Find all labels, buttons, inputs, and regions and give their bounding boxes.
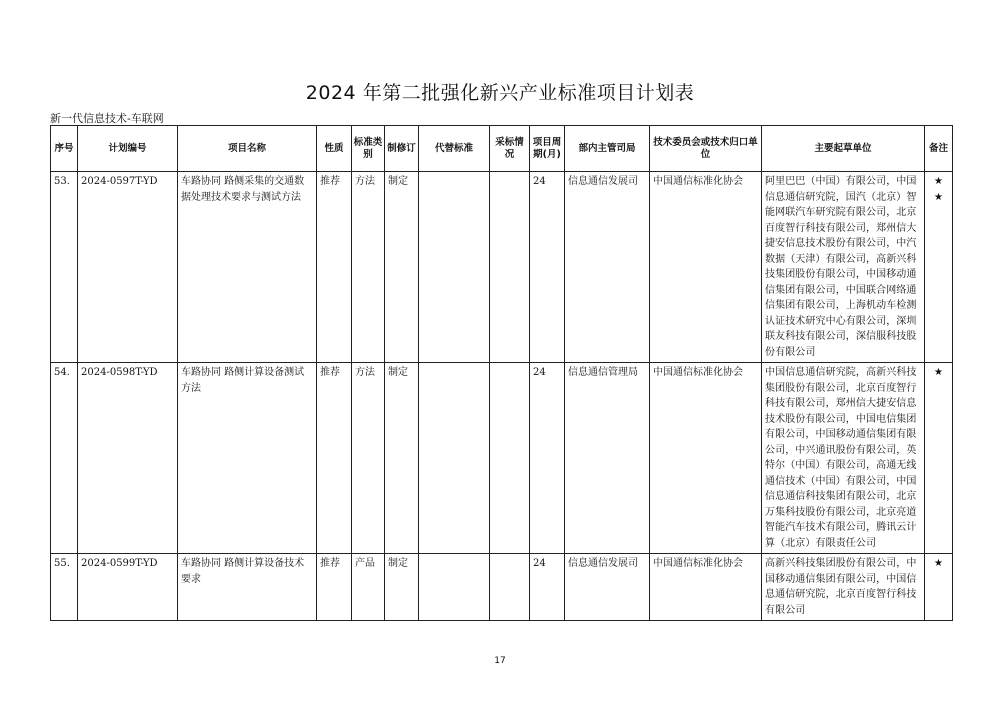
header-nature: 性质 bbox=[317, 126, 352, 172]
cell-committee: 中国通信标准化协会 bbox=[650, 554, 762, 621]
cell-nature: 推荐 bbox=[317, 363, 352, 554]
page-title: 2024 年第二批强化新兴产业标准项目计划表 bbox=[305, 82, 695, 104]
cell-replace bbox=[419, 554, 490, 621]
header-period: 项目周期(月) bbox=[530, 126, 565, 172]
header-seq: 序号 bbox=[51, 126, 78, 172]
header-dept: 部内主管司局 bbox=[565, 126, 650, 172]
cell-period: 24 bbox=[530, 554, 565, 621]
cell-nature: 推荐 bbox=[317, 554, 352, 621]
cell-remark-star: ★ ★ bbox=[925, 172, 953, 363]
cell-units: 阿里巴巴（中国）有限公司，中国信息通信研究院，国汽（北京）智能网联汽车研究院有限公司，北京百度智行科技有限公司，郑州信大捷安信息技术股份有限公司，中汽数据（天津）有限公司，高新兴科技集团股份有限公司，中国移动通信集团有限公司，中国联合网络通信集团有限公司，上海机动车检测认证技术研究中心有限公司，深圳联友科技有限公司，深信服科技股份有限公司 bbox=[762, 172, 925, 363]
cell-period: 24 bbox=[530, 363, 565, 554]
cell-std-type: 方法 bbox=[352, 363, 385, 554]
header-units: 主要起草单位 bbox=[762, 126, 925, 172]
cell-adopt bbox=[490, 363, 530, 554]
cell-revise: 制定 bbox=[385, 363, 419, 554]
cell-remark-star: ★ bbox=[925, 554, 953, 621]
cell-committee: 中国通信标准化协会 bbox=[650, 172, 762, 363]
cell-name: 车路协同 路侧计算设备技术要求 bbox=[178, 554, 317, 621]
cell-replace bbox=[419, 363, 490, 554]
header-std-type: 标准类别 bbox=[352, 126, 385, 172]
cell-committee: 中国通信标准化协会 bbox=[650, 363, 762, 554]
header-code: 计划编号 bbox=[78, 126, 178, 172]
page-number: 17 bbox=[494, 656, 506, 666]
cell-dept: 信息通信发展司 bbox=[565, 172, 650, 363]
cell-adopt bbox=[490, 172, 530, 363]
cell-revise: 制定 bbox=[385, 172, 419, 363]
cell-nature: 推荐 bbox=[317, 172, 352, 363]
table-header-row bbox=[51, 126, 953, 172]
cell-name: 车路协同 路侧计算设备测试方法 bbox=[178, 363, 317, 554]
cell-dept: 信息通信发展司 bbox=[565, 554, 650, 621]
cell-replace bbox=[419, 172, 490, 363]
cell-std-type: 产品 bbox=[352, 554, 385, 621]
cell-code: 2024-0599T-YD bbox=[78, 554, 178, 621]
cell-seq: 53. bbox=[51, 172, 78, 363]
cell-units: 中国信息通信研究院，高新兴科技集团股份有限公司，北京百度智行科技有限公司，郑州信大捷安信息技术股份有限公司，中国电信集团有限公司，中国移动通信集团有限公司，中兴通讯股份有限公司，英特尔（中国）有限公司，高通无线通信技术（中国）有限公司，中国信息通信科技集团有限公司，北京万集科技股份有限公司，北京亮道智能汽车技术有限公司，腾讯云计算（北京）有限责任公司 bbox=[762, 363, 925, 554]
cell-code: 2024-0598T-YD bbox=[78, 363, 178, 554]
cell-dept: 信息通信管理局 bbox=[565, 363, 650, 554]
header-remark: 备注 bbox=[925, 126, 953, 172]
header-revise: 制修订 bbox=[385, 126, 419, 172]
cell-remark-star: ★ bbox=[925, 363, 953, 554]
cell-period: 24 bbox=[530, 172, 565, 363]
table-row bbox=[51, 172, 953, 363]
cell-code: 2024-0597T-YD bbox=[78, 172, 178, 363]
table-row bbox=[51, 554, 953, 621]
cell-seq: 55. bbox=[51, 554, 78, 621]
header-committee: 技术委员会或技术归口单位 bbox=[650, 126, 762, 172]
cell-name: 车路协同 路侧采集的交通数据处理技术要求与测试方法 bbox=[178, 172, 317, 363]
header-name: 项目名称 bbox=[178, 126, 317, 172]
header-adopt: 采标情况 bbox=[490, 126, 530, 172]
cell-units: 高新兴科技集团股份有限公司，中国移动通信集团有限公司，中国信息通信研究院，北京百度智行科技有限公司 bbox=[762, 554, 925, 621]
cell-revise: 制定 bbox=[385, 554, 419, 621]
header-replace: 代替标准 bbox=[419, 126, 490, 172]
cell-seq: 54. bbox=[51, 363, 78, 554]
cell-adopt bbox=[490, 554, 530, 621]
plan-table bbox=[50, 125, 953, 621]
cell-std-type: 方法 bbox=[352, 172, 385, 363]
category-label: 新一代信息技术-车联网 bbox=[50, 112, 164, 125]
table-row bbox=[51, 363, 953, 554]
